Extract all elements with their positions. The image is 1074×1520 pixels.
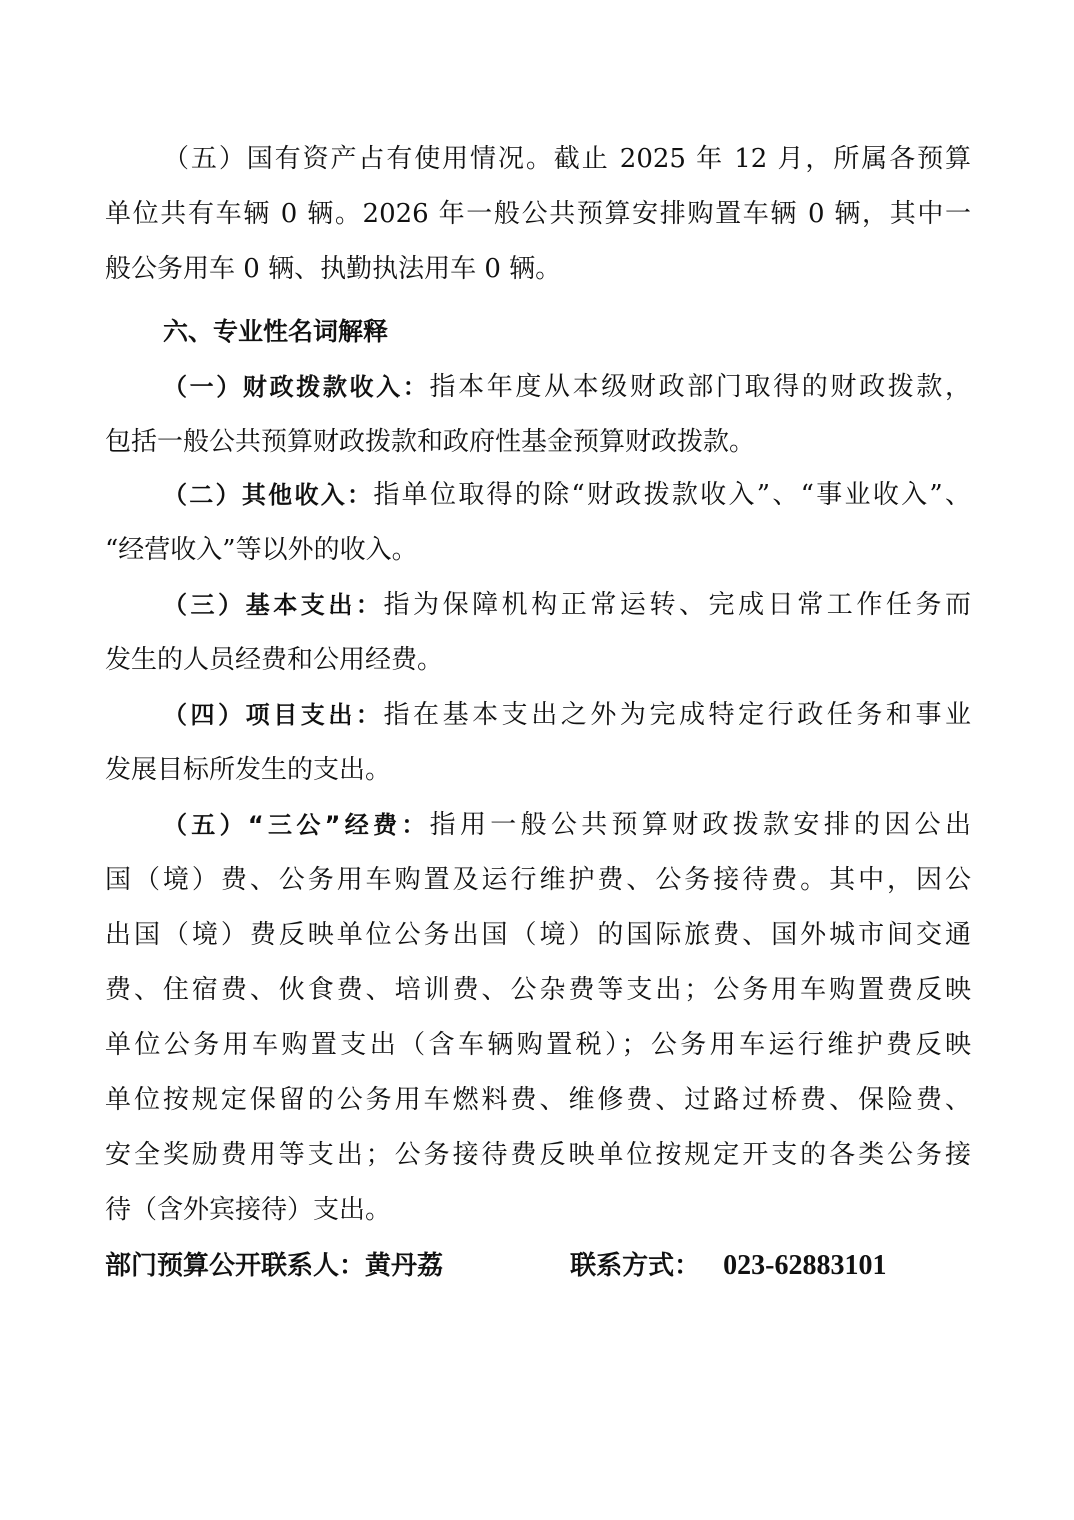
text-line: 发生的人员经费和公用经费。 — [105, 645, 444, 675]
contact-line — [105, 1238, 971, 1293]
text-line: “经营收入”等以外的收入。 — [105, 535, 418, 565]
assets-paragraph — [105, 132, 971, 297]
text-line: 般公务用车 0 辆、执勤执法用车 0 辆。 — [105, 254, 562, 284]
section-heading — [105, 304, 971, 359]
term-other-income — [105, 468, 971, 578]
term-project-expenditure — [105, 688, 971, 798]
text-line: 单位按规定保留的公务用车燃料费、维修费、过路过桥费、保险费、 — [105, 1085, 971, 1115]
term-lead: （三）基本支出： — [163, 591, 384, 619]
term-text: 指单位取得的除“财政拨款收入”、“事业收入”、 — [373, 480, 971, 510]
term-fiscal-appropriation — [105, 360, 971, 470]
term-text: 指用一般公共预算财政拨款安排的因公出 — [429, 810, 971, 840]
text-line: （五）国有资产占有使用情况。截止 2025 年 12 月，所属各预算 — [163, 144, 971, 174]
term-basic-expenditure — [105, 578, 971, 688]
text-line: 发展目标所发生的支出。 — [105, 755, 392, 785]
heading-text: 六、专业性名词解释 — [163, 317, 389, 346]
term-text: 指在基本支出之外为完成特定行政任务和事业 — [383, 700, 971, 730]
text-line: 国（境）费、公务用车购置及运行维护费、公务接待费。其中，因公 — [105, 865, 971, 895]
contact-phone-label: 联系方式： — [570, 1251, 701, 1281]
text-line — [105, 798, 971, 853]
term-text: 指本年度从本级财政部门取得的财政拨款， — [429, 372, 971, 402]
text-line — [105, 468, 971, 523]
text-line: 待（含外宾接待）支出。 — [105, 1195, 392, 1225]
text-line: 单位公务用车购置支出（含车辆购置税）；公务用车运行维护费反映 — [105, 1030, 971, 1060]
text-line — [105, 360, 971, 415]
term-three-public-expenses — [105, 798, 971, 1238]
text-line: 出国（境）费反映单位公务出国（境）的国际旅费、国外城市间交通 — [105, 920, 971, 950]
text-line: 费、住宿费、伙食费、培训费、公杂费等支出；公务用车购置费反映 — [105, 975, 971, 1005]
text-line: 单位共有车辆 0 辆。2026 年一般公共预算安排购置车辆 0 辆，其中一 — [105, 199, 971, 229]
text-line: 安全奖励费用等支出；公务接待费反映单位按规定开支的各类公务接 — [105, 1140, 971, 1170]
text-line: 包括一般公共预算财政拨款和政府性基金预算财政拨款。 — [105, 427, 756, 457]
term-lead: （五）“三公”经费： — [163, 811, 430, 839]
contact-person: 部门预算公开联系人：黄丹荔 — [105, 1251, 444, 1281]
term-text: 指为保障机构正常运转、完成日常工作任务而 — [383, 590, 971, 620]
text-line — [105, 578, 971, 633]
contact-phone: 023-62883101 — [723, 1250, 887, 1281]
term-lead: （二）其他收入： — [163, 481, 374, 509]
term-lead: （四）项目支出： — [163, 701, 384, 729]
term-lead: （一）财政拨款收入： — [163, 373, 430, 401]
text-line — [105, 688, 971, 743]
